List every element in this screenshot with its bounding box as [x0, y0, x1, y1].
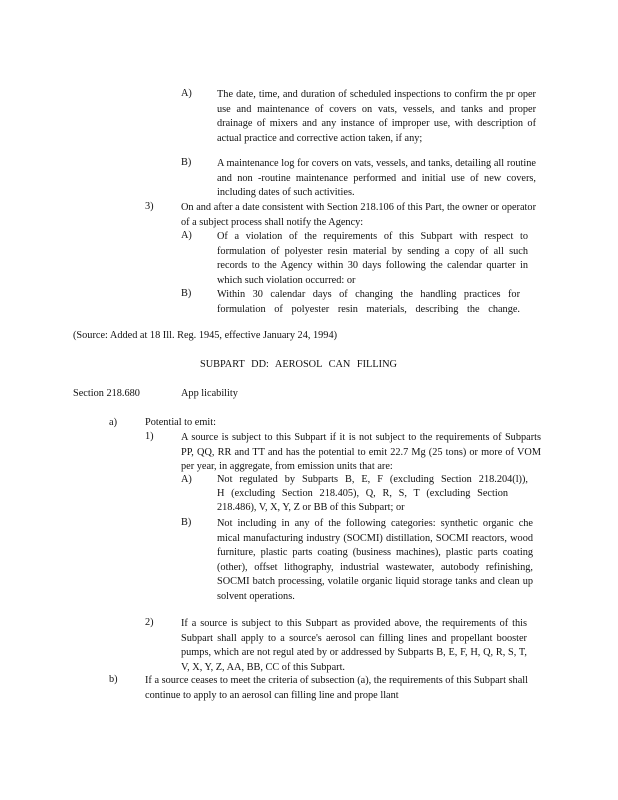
item-text: If a source is subject to this Subpart as provided above, the requirements of this Subpart shall apply to a source's aerosol can filling lines and propellant booster pumps, which are not regul ated by or addressed by Subparts B, E, F, H, Q, R, S, T, V, X, Y, Z, AA, BB, CC of this Subpart. — [181, 618, 527, 673]
item-text: A source is subject to this Subpart if it is not subject to the requirements of Subparts PP, QQ, RR and TT and has the potential to emit 22.7 Mg (25 tons) or more of VOM per year, in aggregate, from emission units that are: — [181, 432, 541, 473]
item-label: B) — [181, 157, 192, 168]
item-text: Not including in any of the following categories: synthetic organic che mical manufacturing industry (SOCMI) distillation, SOCMI reactors, wood furniture, plastic parts coating (business machines), plastic parts coating (other), offset lithography, industrial wastewater, autobody refinishing, SOCMI batch processing, volatile organic liquid storage tanks and clean up solvent operations. — [217, 518, 533, 602]
item-text: If a source ceases to meet the criteria of subsection (a), the requirements of this Subpart shall continue to apply to an aerosol can filling line and prope llant — [145, 675, 528, 701]
item-text: Of a violation of the requirements of this Subpart with respect to formulation of polyester resin material by sending a copy of all such records to the Agency within 30 days following the calendar quarter in which such violation occurred: or — [217, 231, 528, 286]
item-label: 3) — [145, 201, 154, 212]
item-label: b) — [109, 674, 118, 685]
item-text: Within 30 calendar days of changing the handling practices for formulation of polyester resin materials, describing the change. — [217, 289, 520, 315]
item-text: Potential to emit: — [145, 417, 216, 428]
item-text: The date, time, and duration of scheduled inspections to confirm the pr oper use and maintenance of covers on vats, vessels, and tanks and proper drainage of mixers and any instance of improper use, with description of actual practice and corrective action taken, if any; — [217, 89, 536, 144]
subpart-heading: SUBPART DD: AEROSOL CAN FILLING — [200, 359, 397, 370]
item-label: B) — [181, 288, 192, 299]
item-label: 1) — [145, 431, 154, 442]
item-label: 2) — [145, 617, 154, 628]
item-label: B) — [181, 517, 192, 528]
item-text-line: H (excluding Section 218.405), Q, R, S, T (excluding Section — [217, 488, 508, 499]
item-label: A) — [181, 88, 192, 99]
item-text-line: 218.486), V, X, Y, Z or BB of this Subpart; or — [217, 502, 405, 513]
source-note: (Source: Added at 18 Ill. Reg. 1945, effective January 24, 1994) — [73, 330, 338, 341]
item-text-line: Not regulated by Subparts B, E, F (excluding Section 218.204(l)), — [217, 474, 528, 485]
item-label: A) — [181, 474, 192, 485]
item-label: a) — [109, 417, 117, 428]
section-title: App licability — [181, 388, 238, 399]
item-text: On and after a date consistent with Section 218.106 of this Part, the owner or operator of a subject process shall notify the Agency: — [181, 202, 536, 228]
section-number: Section 218.680 — [73, 388, 140, 399]
item-label: A) — [181, 230, 192, 241]
item-text: A maintenance log for covers on vats, vessels, and tanks, detailing all routine and non -routine maintenance performed and initial use of new covers, including dates of such activities. — [217, 158, 536, 199]
